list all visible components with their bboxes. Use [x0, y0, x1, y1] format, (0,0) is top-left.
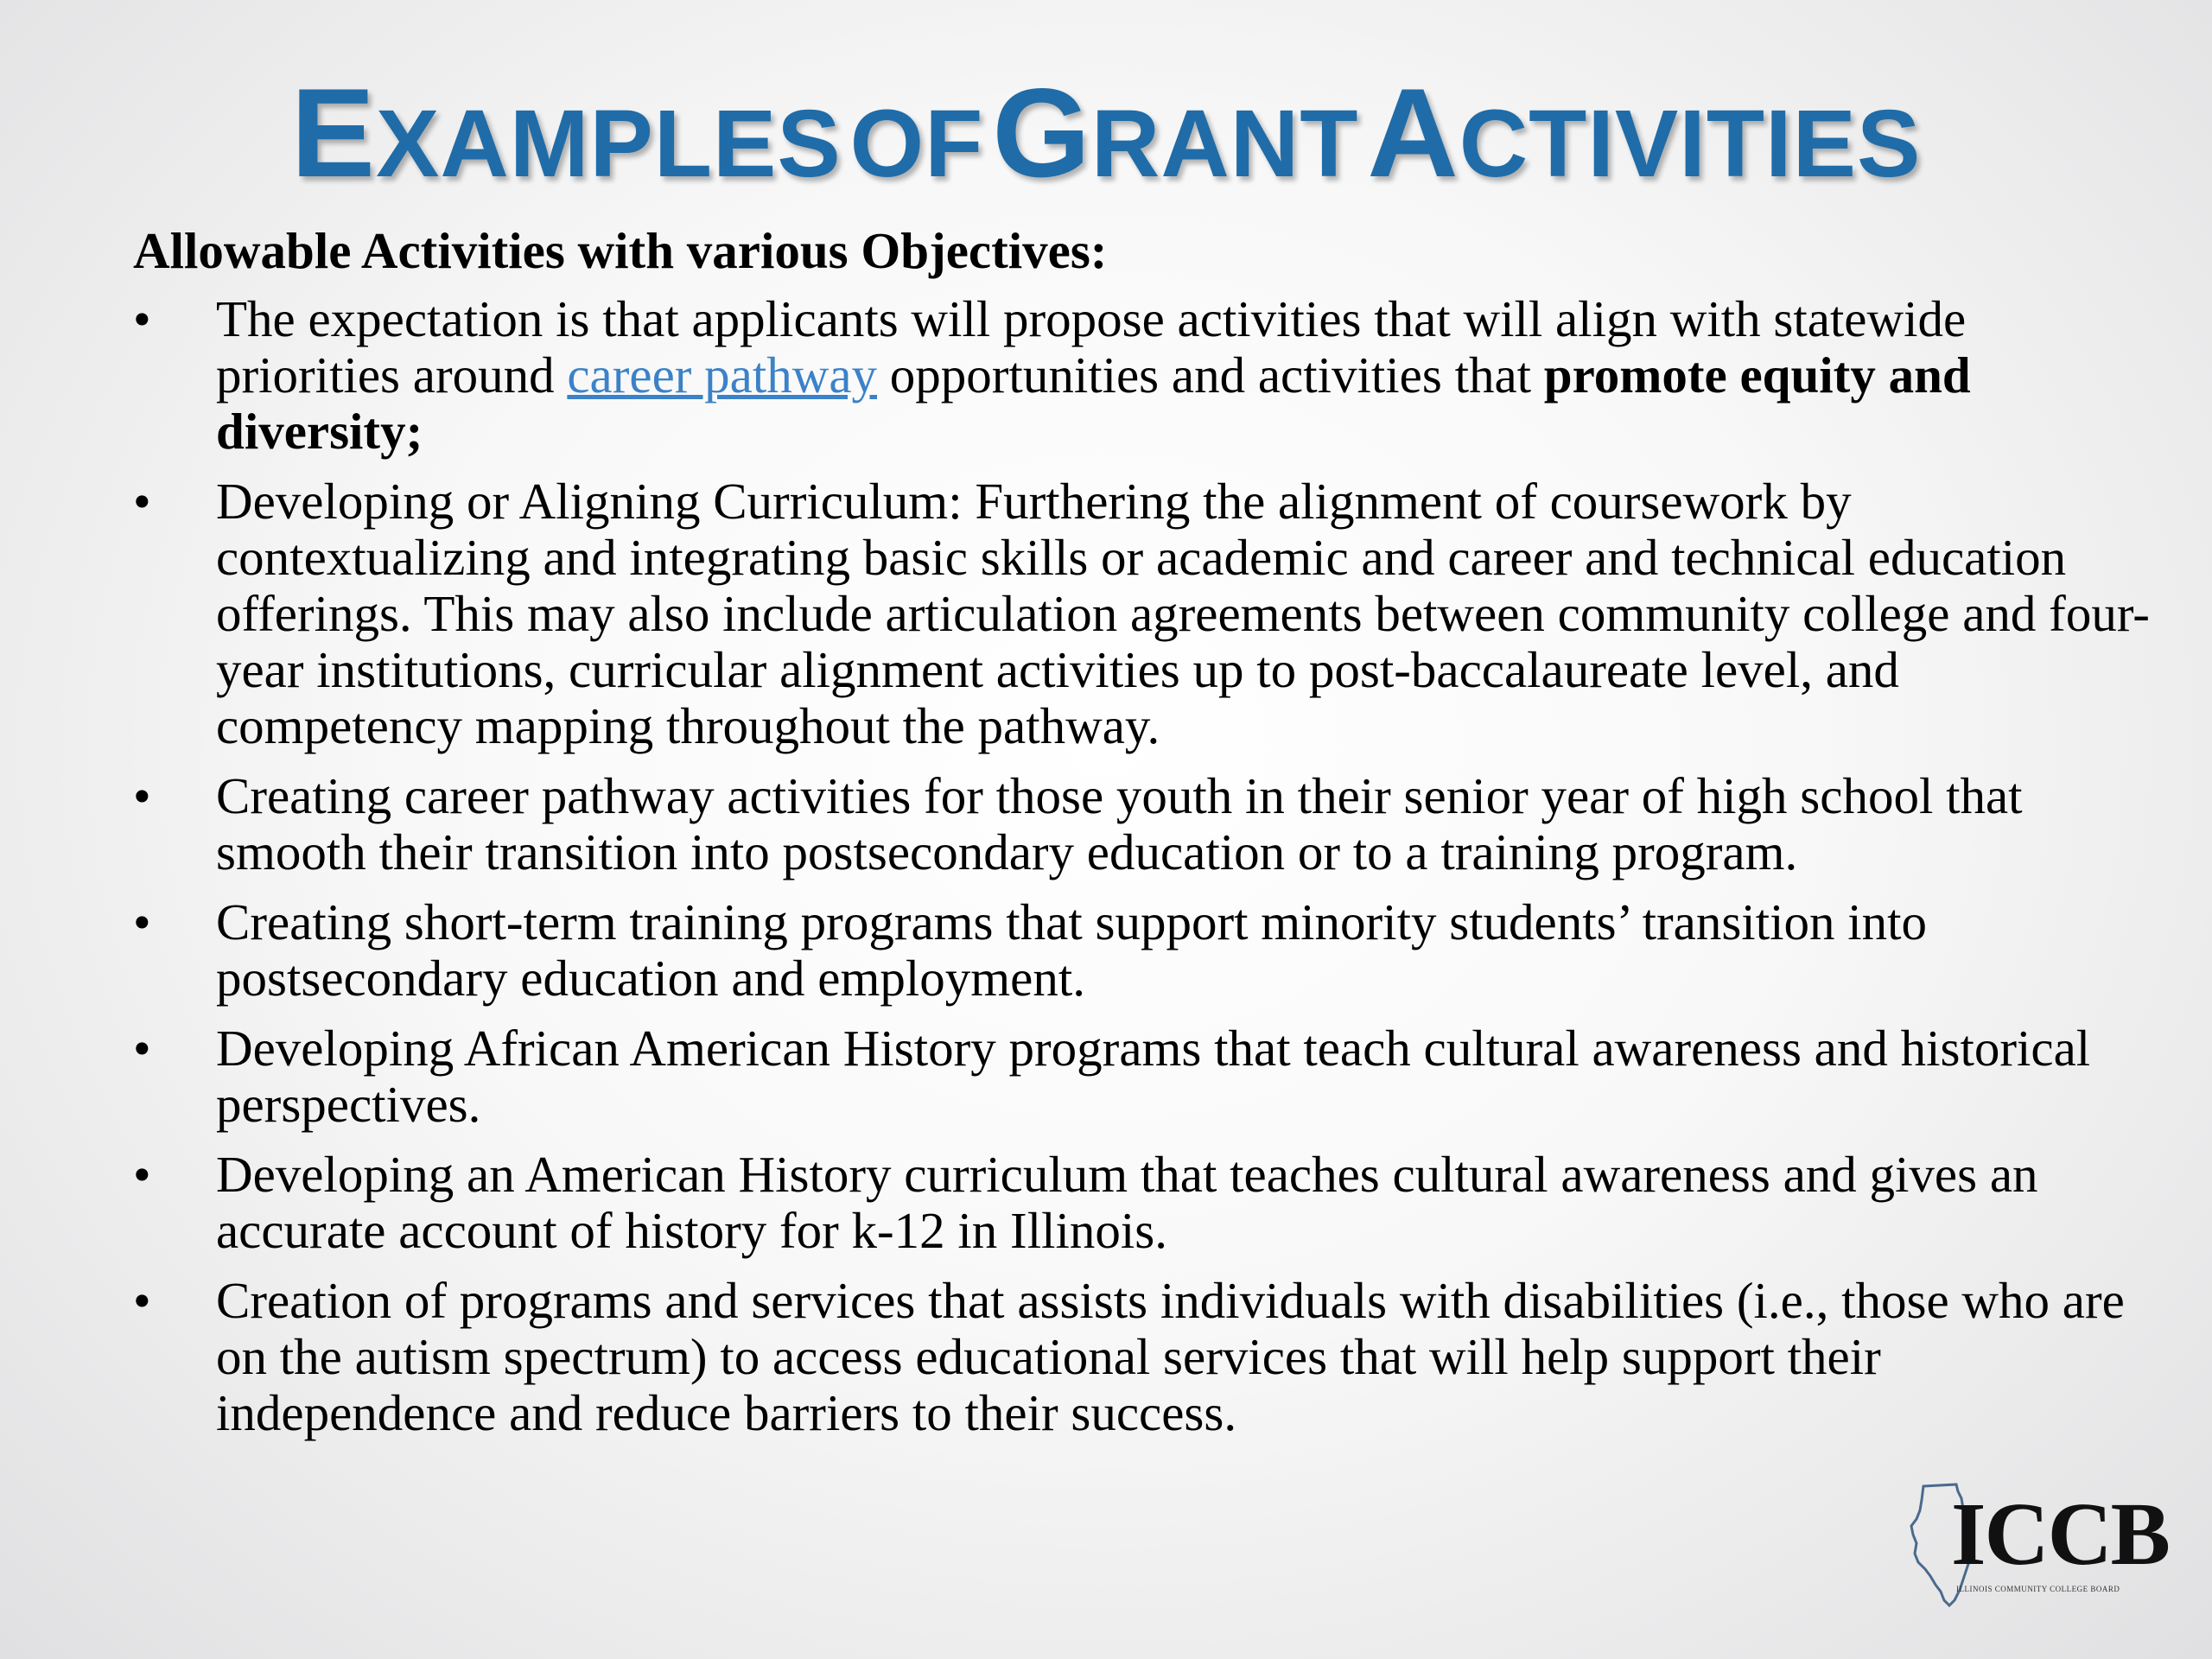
bullet-text: Creation of programs and services that assists individuals with disabilities (i.e., those who are on the autism spectrum) to access educational services that will help support their independence and reduce barriers to their success. [216, 1272, 2125, 1441]
bullet-icon: • [133, 767, 151, 824]
bullet-item [133, 768, 2155, 880]
bullet-text: Developing an American History curriculum that teaches cultural awareness and gives an accurate account of history for k-12 in Illinois. [216, 1146, 2038, 1259]
bullet-text-cont: opportunities and activities that [877, 346, 1544, 404]
bullet-text: Developing African American History programs that teach cultural awareness and historical perspectives. [216, 1020, 2091, 1133]
bullet-text-bold: promote equity and diversity; [216, 346, 1971, 460]
bullet-list [133, 291, 2155, 1441]
logo-text: ICCB [1951, 1484, 2170, 1584]
bullet-text: Creating career pathway activities for those youth in their senior year of high school that smooth their transition into postsecondary education or to a training program. [216, 767, 2023, 880]
slide-title: EXAMPLES OF GRANT ACTIVITIES [290, 62, 1922, 204]
iccb-logo [1906, 1479, 2174, 1609]
bullet-item [133, 474, 2155, 754]
bullet-icon: • [133, 1146, 151, 1203]
bullet-icon: • [133, 1020, 151, 1077]
bullet-icon: • [133, 290, 151, 347]
slide-content [133, 223, 2155, 1455]
logo-subtext: ILLINOIS COMMUNITY COLLEGE BOARD [1956, 1585, 2120, 1593]
bullet-text: Creating short-term training programs that support minority students’ transition into postsecondary education and employment. [216, 893, 1928, 1007]
bullet-text: Developing or Aligning Curriculum: Furthering the alignment of coursework by contextualizing and integrating basic skills or academic and career and technical education offerings. This may also include articulation agreements between community college and four-year institutions, curricular alignment activities up to post-baccalaureate level, and competency mapping throughout the pathway. [216, 473, 2150, 754]
bullet-icon: • [133, 473, 151, 530]
bullet-icon: • [133, 893, 151, 950]
subheading: Allowable Activities with various Objectives: [133, 222, 1108, 279]
bullet-icon: • [133, 1272, 151, 1329]
bullet-item [133, 1147, 2155, 1259]
bullet-item [133, 1273, 2155, 1441]
career-pathway-link[interactable]: career pathway [567, 346, 878, 404]
bullet-item [133, 291, 2155, 460]
bullet-item [133, 894, 2155, 1007]
bullet-text: The expectation is that applicants will propose activities that will align with statewide priorities around [216, 290, 1967, 404]
bullet-item [133, 1020, 2155, 1133]
